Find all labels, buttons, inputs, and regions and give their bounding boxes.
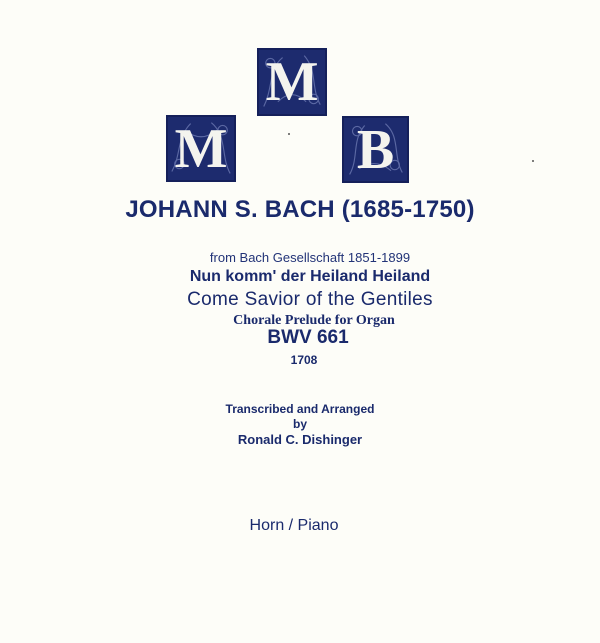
title-english: Come Savior of the Gentiles <box>187 289 433 310</box>
speck <box>288 133 290 135</box>
composition-year: 1708 <box>290 353 318 367</box>
catalog-number: BWV 661 <box>267 327 349 348</box>
work-subtitle: Chorale Prelude for Organ <box>233 313 395 328</box>
arranger-name: Ronald C. Dishinger <box>237 432 363 447</box>
credit-line: Transcribed and Arranged <box>225 402 375 416</box>
credit-by: by <box>292 417 307 431</box>
composer-heading: JOHANN S. BACH (1685-1750) <box>125 196 475 223</box>
monogram-letter: M <box>265 51 319 113</box>
instrumentation: Horn / Piano <box>249 517 339 534</box>
source-line: from Bach Gesellschaft 1851-1899 <box>209 250 411 265</box>
title-german: Nun komm' der Heiland Heiland <box>189 268 431 285</box>
monogram-m-left-icon <box>166 115 236 182</box>
monogram-letter: M <box>174 117 228 180</box>
monogram-m-top-icon <box>257 48 327 116</box>
speck <box>532 160 534 162</box>
monogram-letter: B <box>356 118 395 181</box>
monogram-b-right-icon <box>342 116 409 183</box>
